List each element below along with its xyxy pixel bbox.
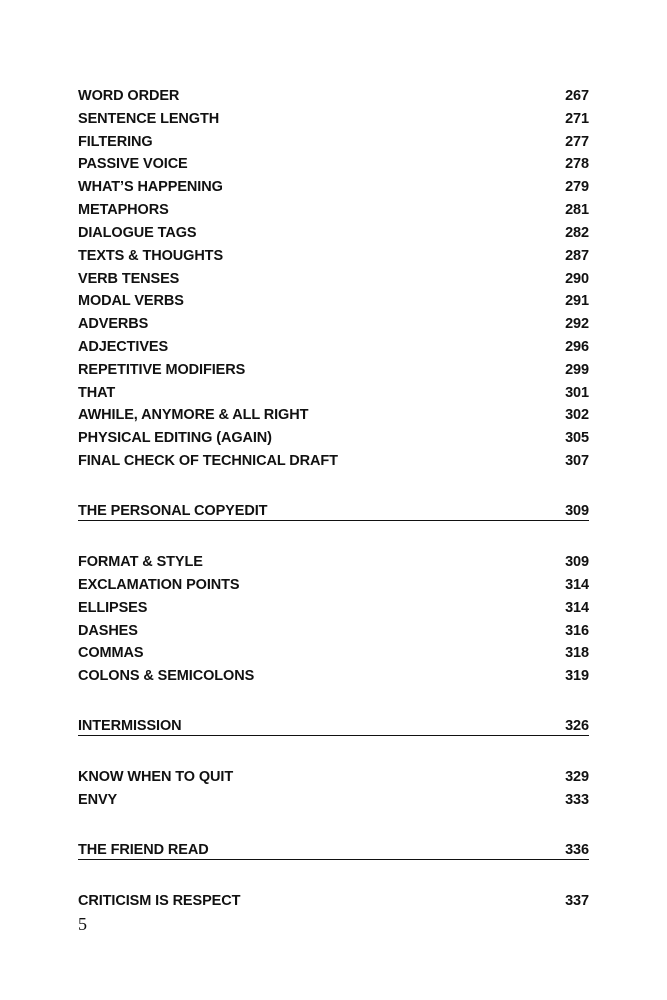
page-number: 5 (78, 914, 87, 934)
toc-entry-page: 290 (565, 271, 589, 287)
toc-entry (78, 664, 589, 684)
toc-entry (78, 765, 589, 785)
toc-entry (78, 358, 589, 378)
toc-section-page: 309 (565, 503, 589, 519)
toc-entry (78, 619, 589, 639)
toc-entry (78, 267, 589, 287)
toc-entry-page: 305 (565, 430, 589, 446)
toc-entry-title: PHYSICAL EDITING (AGAIN) (78, 430, 272, 446)
toc-entry-title: CRITICISM IS RESPECT (78, 893, 241, 909)
toc-entry-page: 282 (565, 225, 589, 241)
toc-entry-page: 302 (565, 407, 589, 423)
toc-entry-page: 319 (565, 668, 589, 684)
toc-entry (78, 221, 589, 241)
toc-entry-title: ADVERBS (78, 316, 149, 332)
toc-entry (78, 244, 589, 264)
toc-entry-page: 316 (565, 623, 589, 639)
toc-entry (78, 84, 589, 104)
toc-entry (78, 573, 589, 593)
toc-entry-page: 299 (565, 362, 589, 378)
toc-entry-page: 287 (565, 248, 589, 264)
toc-section-page: 336 (565, 842, 589, 858)
toc-entry (78, 175, 589, 195)
toc-entry-page: 318 (565, 645, 589, 661)
toc-entry-page: 278 (565, 156, 589, 172)
toc-entry-page: 271 (565, 111, 589, 127)
toc-entry-title: FILTERING (78, 134, 153, 150)
toc-entry-title: EXCLAMATION POINTS (78, 577, 240, 593)
toc-entry-title: FINAL CHECK OF TECHNICAL DRAFT (78, 453, 338, 469)
toc-section-title: THE PERSONAL COPYEDIT (78, 503, 268, 519)
toc-entry (78, 641, 589, 661)
toc-entry-page: 277 (565, 134, 589, 150)
toc-entry-title: FORMAT & STYLE (78, 554, 203, 570)
toc-entry-page: 296 (565, 339, 589, 355)
toc-entry-title: DASHES (78, 623, 138, 639)
toc-entry-title: THAT (78, 385, 116, 401)
toc-entry-page: 307 (565, 453, 589, 469)
toc-entry-page: 281 (565, 202, 589, 218)
toc-entry (78, 596, 589, 616)
toc-entry-title: METAPHORS (78, 202, 169, 218)
toc-entry (78, 152, 589, 172)
toc-entry (78, 130, 589, 150)
toc-entry-page: 279 (565, 179, 589, 195)
toc-entry-title: ENVY (78, 792, 118, 808)
toc-entry-title: KNOW WHEN TO QUIT (78, 769, 234, 785)
toc-section-title: INTERMISSION (78, 718, 182, 734)
toc-section-title: THE FRIEND READ (78, 842, 209, 858)
toc-entry (78, 788, 589, 808)
toc-entry-title: TEXTS & THOUGHTS (78, 248, 224, 264)
toc-section-heading (78, 499, 589, 521)
toc-entry-title: ADJECTIVES (78, 339, 169, 355)
toc-entry-title: PASSIVE VOICE (78, 156, 188, 172)
toc-section-page: 326 (565, 718, 589, 734)
toc-entry-page: 337 (565, 893, 589, 909)
toc-entry-page: 333 (565, 792, 589, 808)
toc-entry (78, 381, 589, 401)
toc-entry-title: MODAL VERBS (78, 293, 184, 309)
toc-entry (78, 198, 589, 218)
toc-entry-title: VERB TENSES (78, 271, 180, 287)
toc-section-heading (78, 714, 589, 736)
toc-entry-title: COMMAS (78, 645, 144, 661)
toc-entry (78, 889, 589, 909)
toc-entry-title: WORD ORDER (78, 88, 180, 104)
toc-entry-title: REPETITIVE MODIFIERS (78, 362, 246, 378)
toc-section-heading (78, 838, 589, 860)
toc-entry-page: 292 (565, 316, 589, 332)
toc-entry (78, 335, 589, 355)
toc-entry-title: ELLIPSES (78, 600, 148, 616)
toc-entry-page: 314 (565, 600, 589, 616)
toc-entry (78, 449, 589, 469)
toc-entry-page: 309 (565, 554, 589, 570)
toc-entry-title: DIALOGUE TAGS (78, 225, 197, 241)
toc-entry-title: AWHILE, ANYMORE & ALL RIGHT (78, 407, 309, 423)
toc-entry (78, 107, 589, 127)
toc-entry-title: COLONS & SEMICOLONS (78, 668, 255, 684)
toc-entry-page: 267 (565, 88, 589, 104)
toc-entry (78, 312, 589, 332)
toc-entry (78, 426, 589, 446)
toc-entry-title: SENTENCE LENGTH (78, 111, 220, 127)
toc-entry-page: 314 (565, 577, 589, 593)
toc-entry-page: 329 (565, 769, 589, 785)
toc-entry (78, 403, 589, 423)
toc-entry (78, 289, 589, 309)
toc-entry (78, 550, 589, 570)
toc-entry-page: 291 (565, 293, 589, 309)
toc-entry-title: WHAT’S HAPPENING (78, 179, 223, 195)
toc-entry-page: 301 (565, 385, 589, 401)
